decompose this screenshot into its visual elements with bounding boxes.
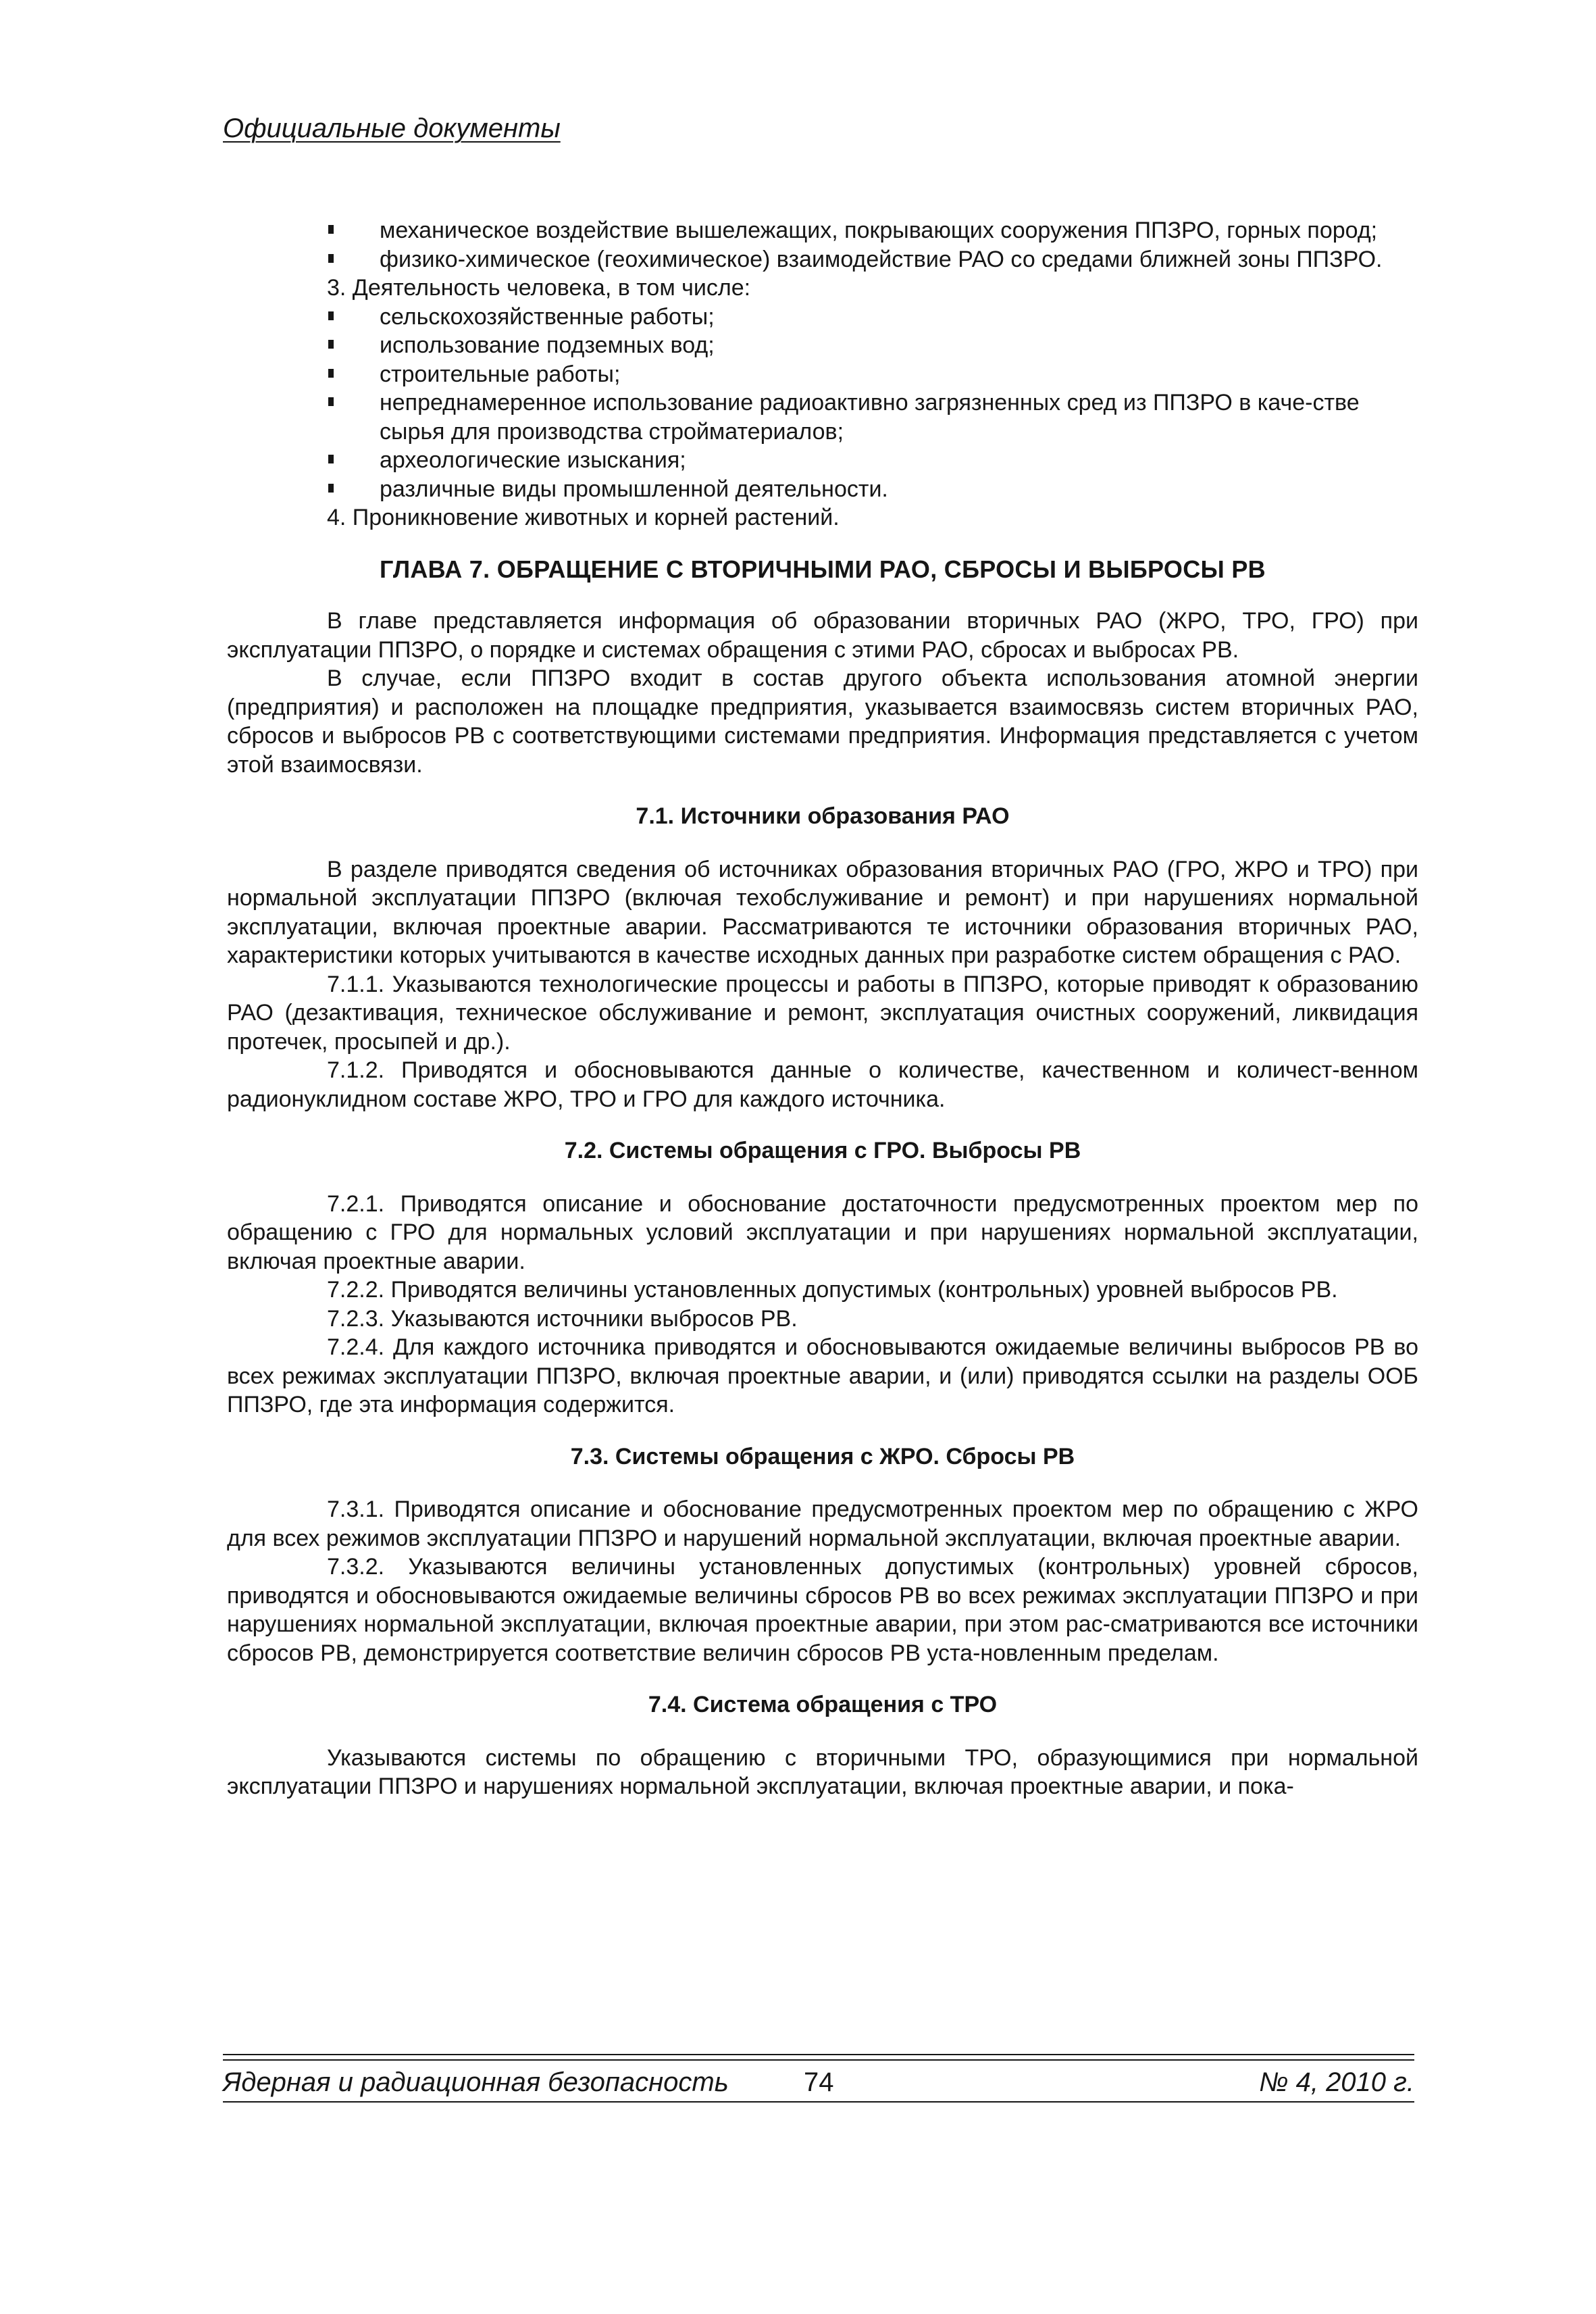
- paragraph: В главе представляется информация об образовании вторичных РАО (ЖРО, ТРО, ГРО) при эксплуатации ППЗРО, о порядке и системах обращения с этими РАО, сбросах и выбросах РВ.: [227, 608, 1418, 663]
- list-item: различные виды промышленной деятельности.: [227, 475, 1418, 504]
- bullet-icon: [328, 225, 334, 234]
- paragraph: 7.3.1. Приводятся описание и обоснование предусмотренных проектом мер по обращению с ЖРО для всех режимов эксплуатации ППЗРО и нарушений нормальной эксплуатации, включая проектные аварии.: [227, 1496, 1418, 1551]
- section-title: 7.4. Система обращения с ТРО: [648, 1692, 998, 1717]
- paragraph: Указываются системы по обращению с вторичными ТРО, образующимися при нормальной эксплуатации ППЗРО и нарушениях нормальной эксплуатации, включая проектные аварии, и пока-: [227, 1744, 1418, 1799]
- chapter-title: ГЛАВА 7. ОБРАЩЕНИЕ С ВТОРИЧНЫМИ РАО, СБРОСЫ И ВЫБРОСЫ РВ: [380, 555, 1266, 583]
- intro-bullet-list: [227, 216, 1418, 274]
- paragraph: 7.3.2. Указываются величины установленных допустимых (контрольных) уровней сбросов, приводятся и обосновываются ожидаемые величины сбросов РВ во всех режимах эксплуатации ППЗРО и при нарушениях нормальной эксплуатации, включая проектные аварии, при этом рас-сматриваются все источники сбросов РВ, демонстрируется соответствие величин сбросов РВ уста-новленным пределам.: [227, 1554, 1418, 1666]
- bullet-icon: [328, 455, 334, 463]
- list-item: строительные работы;: [227, 360, 1418, 389]
- bullet-icon: [328, 340, 334, 349]
- paragraph: 7.2.3. Указываются источники выбросов РВ.: [327, 1305, 798, 1332]
- paragraph: 7.1.2. Приводятся и обосновываются данные о количестве, качественном и количест-венном радионуклидном составе ЖРО, ТРО и ГРО для каждого источника.: [227, 1057, 1418, 1112]
- numbered-item: 4. Проникновение животных и корней растений.: [327, 505, 840, 530]
- list-item: сельскохозяйственные работы;: [227, 303, 1418, 332]
- bullet-icon: [328, 484, 334, 493]
- journal-title: Ядерная и радиационная безопасность: [223, 2067, 729, 2097]
- list-item: использование подземных вод;: [227, 331, 1418, 360]
- footer-divider: [223, 2059, 1414, 2061]
- page-number: 74: [804, 2067, 834, 2097]
- paragraph: 7.2.2. Приводятся величины установленных допустимых (контрольных) уровней выбросов РВ.: [327, 1277, 1338, 1303]
- section-title: 7.2. Системы обращения с ГРО. Выбросы РВ: [564, 1138, 1081, 1163]
- document-body: [227, 216, 1418, 1801]
- paragraph: 7.2.4. Для каждого источника приводятся и обосновываются ожидаемые величины выбросов РВ во всех режимах эксплуатации ППЗРО, включая проектные аварии, и (или) приводятся ссылки на разделы ООБ ППЗРО, где эта информация содержится.: [227, 1334, 1418, 1417]
- paragraph: В случае, если ППЗРО входит в состав другого объекта использования атомной энергии (предприятия) и расположен на площадке предприятия, указывается взаимосвязь систем вторичных РАО, сбросов и выбросов РВ с соответствующими системами предприятия. Информация представляется с учетом этой взаимосвязи.: [227, 665, 1418, 778]
- paragraph: 7.1.1. Указываются технологические процессы и работы в ППЗРО, которые приводят к образованию РАО (дезактивация, техническое обслуживание и ремонт, эксплуатация очистных сооружений, ликвидация протечек, просыпей и др.).: [227, 971, 1418, 1055]
- bullet-icon: [328, 254, 334, 263]
- footer-divider: [223, 2101, 1414, 2103]
- paragraph: 7.2.1. Приводятся описание и обоснование достаточности предусмотренных проектом мер по обращению с ГРО для нормальных условий эксплуатации и при нарушениях нормальной эксплуатации, включая проектные аварии.: [227, 1190, 1418, 1274]
- list-item: непреднамеренное использование радиоактивно загрязненных сред из ППЗРО в каче-стве сырья для производства стройматериалов;: [227, 388, 1418, 446]
- paragraph: В разделе приводятся сведения об источниках образования вторичных РАО (ГРО, ЖРО и ТРО) при нормальной эксплуатации ППЗРО (включая техобслуживание и ремонт) и при нарушениях нормальной эксплуатации, включая проектные аварии. Рассматриваются те источники образования вторичных РАО, характеристики которых учитываются в качестве исходных данных при разработке систем обращения с РАО.: [227, 856, 1418, 968]
- section-title: 7.1. Источники образования РАО: [636, 803, 1010, 829]
- page-footer: [223, 2067, 1414, 2101]
- list-item: механическое воздействие вышележащих, покрывающих сооружения ППЗРО, горных пород;: [227, 216, 1418, 245]
- bullet-icon: [328, 369, 334, 378]
- issue-number: № 4, 2010 г.: [1259, 2067, 1414, 2097]
- bullet-icon: [328, 311, 334, 320]
- list-item: физико-химическое (геохимическое) взаимодействие РАО со средами ближней зоны ППЗРО.: [227, 245, 1418, 274]
- bullet-icon: [328, 397, 334, 406]
- numbered-item: 3. Деятельность человека, в том числе:: [327, 275, 751, 301]
- running-head: Официальные документы: [223, 114, 561, 143]
- footer-divider: [223, 2054, 1414, 2055]
- activity-bullet-list: [227, 303, 1418, 504]
- list-item: археологические изыскания;: [227, 446, 1418, 475]
- section-title: 7.3. Системы обращения с ЖРО. Сбросы РВ: [570, 1443, 1075, 1469]
